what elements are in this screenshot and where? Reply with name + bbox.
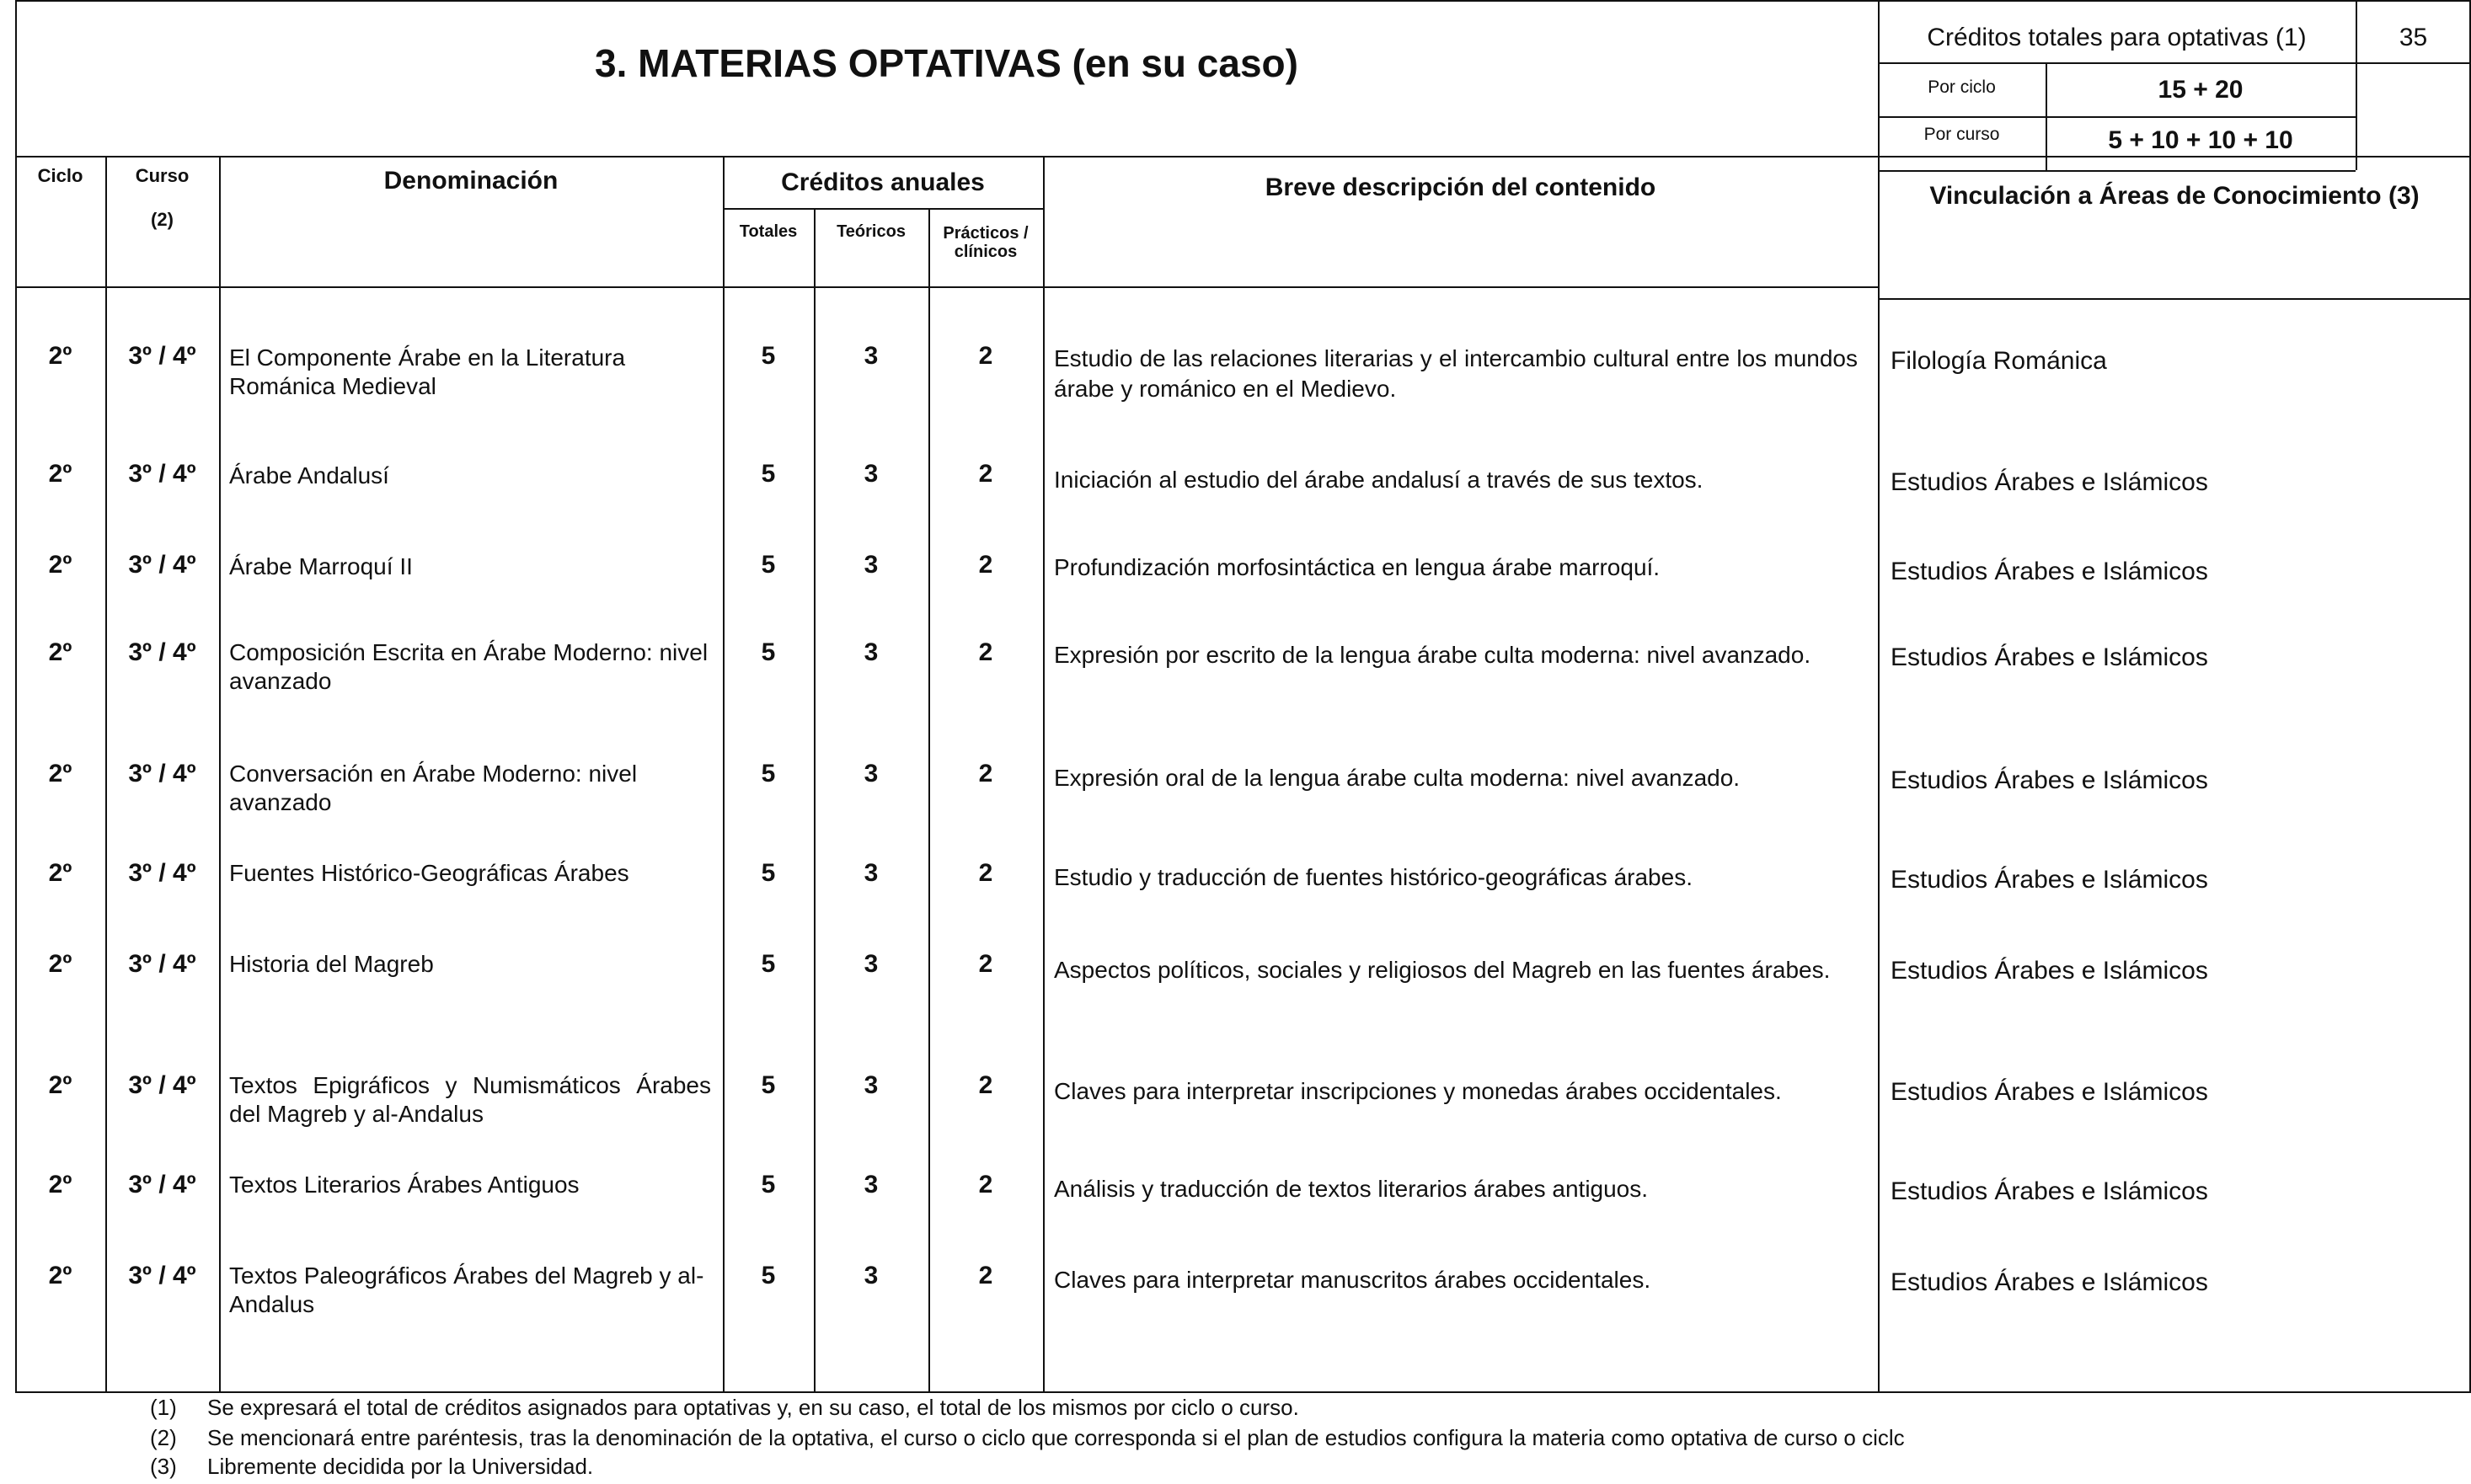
footnote-text: Se mencionará entre paréntesis, tras la denominación de la optativa, el curso o ciclo que corresponda si el plan de estudios configura la materia como optativa de curso o ciclc [207,1425,1905,1450]
row-practicos: 2 [978,1071,993,1099]
col-curso-right [219,156,221,1393]
col-header-teoricos: Teóricos [837,222,906,241]
row-teoricos: 3 [864,342,879,370]
footnote-text: Se expresará el total de créditos asignados para optativas y, en su caso, el total de los mismos por ciclo o curso. [207,1395,1299,1420]
row-denominacion: Fuentes Histórico-Geográficas Árabes [229,860,629,886]
row-area: Filología Románica [1891,347,2107,375]
row-totales: 5 [761,760,776,787]
por-curso-label: Por curso [1923,125,2000,144]
row-curso: 3º / 4º [128,460,196,488]
row-practicos: 2 [978,859,993,887]
row-area: Estudios Árabes e Islámicos [1891,1268,2208,1296]
row-ciclo: 2º [48,1071,72,1099]
footnote-mark: (3) [150,1454,177,1479]
footnote-mark: (1) [150,1395,177,1420]
row-area: Estudios Árabes e Islámicos [1891,468,2208,496]
footnote-text: Libremente decidida por la Universidad. [207,1454,594,1479]
row-practicos: 2 [978,760,993,787]
row-practicos: 2 [978,1171,993,1198]
row-ciclo: 2º [48,638,72,666]
vinculacion-header-bottom [1878,298,2471,300]
row-descripcion: Expresión oral de la lengua árabe culta moderna: nivel avanzado. [1054,765,1741,791]
row-ciclo: 2º [48,460,72,488]
col-totales-right [814,208,816,1393]
row-area: Estudios Árabes e Islámicos [1891,643,2208,671]
col-header-curso: Curso [135,165,190,186]
row-teoricos: 3 [864,551,879,579]
row-teoricos: 3 [864,1171,879,1198]
col-header-curso-note: (2) [151,209,174,230]
row-denominacion: Textos Epigráficos y Numismáticos Árabes del Magreb y al-Andalus [229,1072,711,1127]
row-ciclo: 2º [48,1171,72,1198]
credits-box-rule-1 [1878,62,2471,64]
row-curso: 3º / 4º [128,760,196,787]
row-curso: 3º / 4º [128,1071,196,1099]
row-area: Estudios Árabes e Islámicos [1891,866,2208,894]
credits-box-rule-3 [1878,170,2356,172]
row-ciclo: 2º [48,950,72,978]
col-header-ciclo: Ciclo [37,165,83,186]
row-denominacion: Conversación en Árabe Moderno: nivel avanzado [229,761,638,815]
row-ciclo: 2º [48,342,72,370]
col-header-creditos: Créditos anuales [781,168,985,196]
col-header-descripcion: Breve descripción del contenido [1265,173,1656,201]
row-curso: 3º / 4º [128,1171,196,1198]
row-teoricos: 3 [864,1262,879,1289]
row-teoricos: 3 [864,760,879,787]
col-header-vinculacion: Vinculación a Áreas de Conocimiento (3) [1929,182,2420,210]
row-totales: 5 [761,460,776,488]
row-ciclo: 2º [48,1262,72,1289]
row-teoricos: 3 [864,859,879,887]
col-header-denominacion: Denominación [383,167,559,195]
row-curso: 3º / 4º [128,950,196,978]
row-totales: 5 [761,1171,776,1198]
row-teoricos: 3 [864,1071,879,1099]
row-denominacion: Composición Escrita en Árabe Moderno: nivel avanzado [229,639,709,694]
page-title: 3. MATERIAS OPTATIVAS (en su caso) [595,41,1298,85]
row-denominacion: Árabe Andalusí [229,462,389,488]
col-header-totales: Totales [739,222,798,241]
row-teoricos: 3 [864,950,879,978]
row-curso: 3º / 4º [128,342,196,370]
row-practicos: 2 [978,638,993,666]
col-header-practicos: Prácticos / clínicos [943,224,1029,261]
row-denominacion: Árabe Marroquí II [229,553,413,579]
row-practicos: 2 [978,950,993,978]
row-denominacion: Textos Paleográficos Árabes del Magreb y al-Andalus [229,1262,704,1317]
row-descripcion: Iniciación al estudio del árabe andalusí a través de sus textos. [1054,467,1703,493]
row-totales: 5 [761,551,776,579]
row-ciclo: 2º [48,760,72,787]
row-practicos: 2 [978,551,993,579]
row-denominacion: Historia del Magreb [229,951,434,977]
row-totales: 5 [761,859,776,887]
row-totales: 5 [761,950,776,978]
row-area: Estudios Árabes e Islámicos [1891,1177,2208,1205]
col-practicos-right [1043,156,1045,1393]
row-curso: 3º / 4º [128,1262,196,1289]
row-denominacion: Textos Literarios Árabes Antiguos [229,1172,580,1198]
row-teoricos: 3 [864,638,879,666]
row-curso: 3º / 4º [128,551,196,579]
row-curso: 3º / 4º [128,859,196,887]
row-area: Estudios Árabes e Islámicos [1891,766,2208,794]
row-curso: 3º / 4º [128,638,196,666]
row-descripcion: Profundización morfosintáctica en lengua árabe marroquí. [1054,554,1661,580]
creditos-subheader-rule [723,208,1043,210]
col-header-bottom-rule [15,286,1878,288]
row-area: Estudios Árabes e Islámicos [1891,558,2208,585]
footnote-mark: (2) [150,1425,177,1450]
total-credits-value: 35 [2399,24,2428,51]
row-totales: 5 [761,1262,776,1289]
row-teoricos: 3 [864,460,879,488]
row-area: Estudios Árabes e Islámicos [1891,957,2208,985]
row-practicos: 2 [978,1262,993,1289]
row-totales: 5 [761,638,776,666]
row-denominacion: El Componente Árabe en la Literatura Románica Medieval [229,344,626,399]
col-teoricos-right [928,208,930,1393]
row-totales: 5 [761,1071,776,1099]
row-descripcion: Estudio y traducción de fuentes histórico-geográficas árabes. [1054,864,1693,890]
credits-box-rule-2 [1878,116,2356,118]
row-ciclo: 2º [48,859,72,887]
por-ciclo-value: 15 + 20 [2158,76,2244,104]
row-descripcion: Análisis y traducción de textos literarios árabes antiguos. [1054,1176,1649,1202]
row-ciclo: 2º [48,551,72,579]
header-bottom-rule [15,156,2471,157]
row-descripcion: Claves para interpretar manuscritos árabes occidentales. [1054,1267,1651,1293]
row-descripcion: Estudio de las relaciones literarias y el intercambio cultural entre los mundos árabe y románico en el Medievo. [1054,345,1858,402]
row-descripcion: Expresión por escrito de la lengua árabe culta moderna: nivel avanzado. [1054,642,1811,668]
row-practicos: 2 [978,342,993,370]
row-totales: 5 [761,342,776,370]
por-ciclo-label: Por ciclo [1928,77,1996,97]
row-descripcion: Claves para interpretar inscripciones y monedas árabes occidentales. [1054,1078,1782,1104]
por-curso-value: 5 + 10 + 10 + 10 [2108,126,2293,154]
row-practicos: 2 [978,460,993,488]
total-credits-label: Créditos totales para optativas (1) [1927,24,2307,51]
row-descripcion: Aspectos políticos, sociales y religiosos del Magreb en las fuentes árabes. [1054,957,1831,983]
row-area: Estudios Árabes e Islámicos [1891,1078,2208,1106]
